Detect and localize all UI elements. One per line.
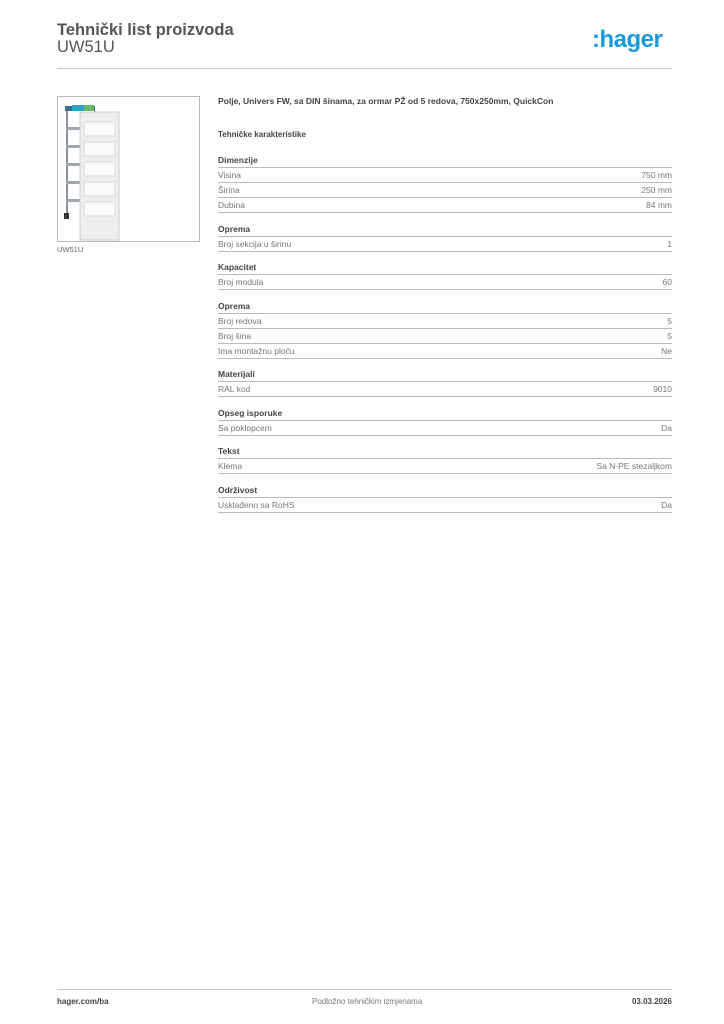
spec-value: 60 xyxy=(662,277,672,287)
section-heading: Dimenzije xyxy=(218,154,672,168)
spec-row xyxy=(218,329,672,344)
spec-section xyxy=(218,407,672,436)
spec-section xyxy=(218,368,672,397)
spec-label: Širina xyxy=(218,185,240,195)
section-heading: Kapacitet xyxy=(218,261,672,275)
spec-value: Da xyxy=(661,422,672,433)
spec-row xyxy=(218,344,672,359)
spec-section xyxy=(218,154,672,213)
product-image xyxy=(57,96,200,242)
spec-row xyxy=(218,314,672,329)
hager-logo: :hager xyxy=(592,26,663,53)
spec-value: 84 mm xyxy=(646,200,672,210)
cover-panel-icon xyxy=(80,112,119,240)
section-heading: Opseg isporuke xyxy=(218,407,672,421)
footer-divider xyxy=(57,989,672,990)
spec-label: Broj sekcija u širinu xyxy=(218,238,292,249)
product-code: UW51U xyxy=(57,38,115,56)
footer-date: 03.03.2026 xyxy=(631,997,672,1006)
spec-section xyxy=(218,223,672,252)
section-heading: Oprema xyxy=(218,300,672,314)
spec-label: Broj redova xyxy=(218,315,262,326)
spec-section xyxy=(218,445,672,474)
section-heading: Održivost xyxy=(218,484,672,498)
spec-row xyxy=(218,168,672,183)
page-title: Tehnički list proizvoda xyxy=(57,21,234,39)
spec-row xyxy=(218,198,672,213)
spec-section xyxy=(218,261,672,290)
spec-value: Da xyxy=(661,499,672,510)
spec-section xyxy=(218,300,672,359)
section-heading: Materijali xyxy=(218,368,672,382)
spec-value: 9010 xyxy=(653,384,672,394)
spec-label: Dubina xyxy=(218,200,245,210)
header-divider xyxy=(57,68,672,69)
spec-label: Sa poklopcem xyxy=(218,422,272,433)
spec-label: Broj šina xyxy=(218,330,252,341)
specs-title: Tehničke karakteristike xyxy=(218,130,306,139)
spec-value: Sa N-PE stezaljkom xyxy=(596,461,672,471)
spec-value: 250 mm xyxy=(641,185,672,195)
spec-row xyxy=(218,183,672,198)
footer-website[interactable]: hager.com/ba xyxy=(57,997,109,1006)
spec-label: Ima montažnu ploču xyxy=(218,345,295,356)
spec-label: Visina xyxy=(218,170,241,180)
spec-value: 5 xyxy=(667,315,672,326)
product-description: Polje, Univers FW, sa DIN šinama, za ormar PŽ od 5 redova, 750x250mm, QuickCon xyxy=(218,96,554,106)
spec-value: Ne xyxy=(661,345,672,356)
spec-row xyxy=(218,382,672,397)
image-caption: UW51U xyxy=(57,245,84,254)
spec-label: RAL kod xyxy=(218,384,251,394)
specs-table xyxy=(218,154,672,522)
spec-value: 750 mm xyxy=(641,170,672,180)
spec-label: Usklađeno sa RoHS xyxy=(218,499,295,510)
spec-section xyxy=(218,484,672,513)
spec-row xyxy=(218,275,672,290)
footer-note: Podložno tehničkim izmjenama xyxy=(312,997,423,1006)
spec-row xyxy=(218,459,672,474)
spec-row xyxy=(218,237,672,252)
spec-row xyxy=(218,498,672,513)
section-heading: Tekst xyxy=(218,445,672,459)
spec-value: 5 xyxy=(667,330,672,341)
spec-label: Broj modula xyxy=(218,277,264,287)
spec-row xyxy=(218,421,672,436)
spec-label: Klema xyxy=(218,461,243,471)
spec-value: 1 xyxy=(667,238,672,249)
section-heading: Oprema xyxy=(218,223,672,237)
